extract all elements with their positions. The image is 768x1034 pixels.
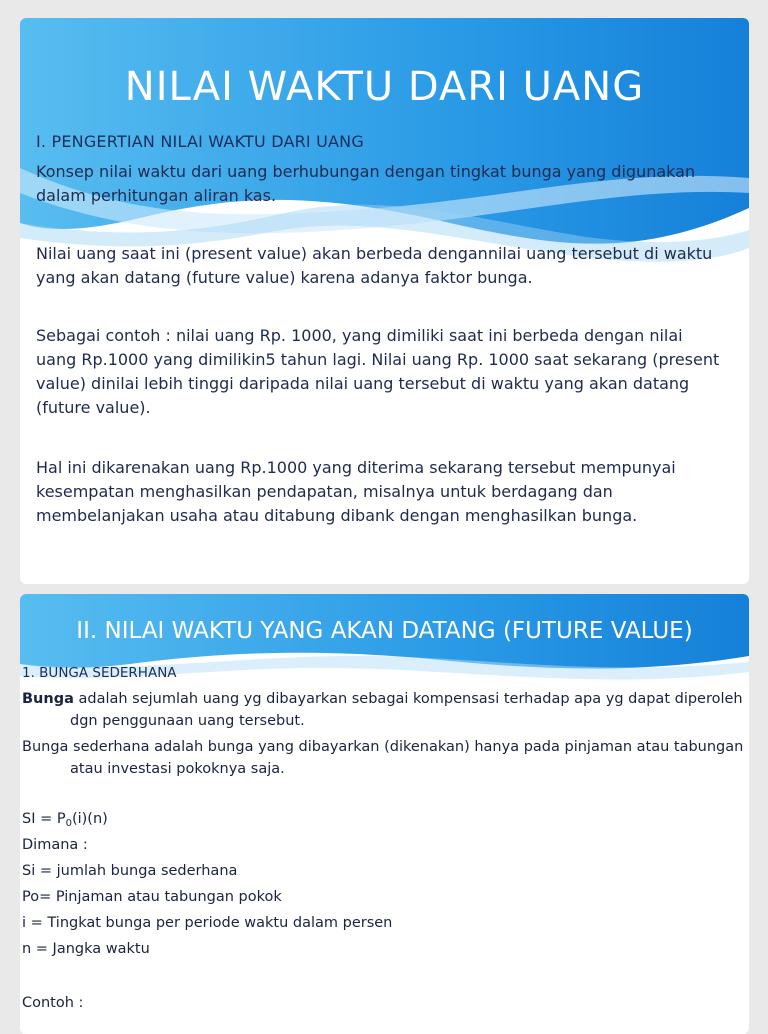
slide-1-title: NILAI WAKTU DARI UANG — [124, 64, 645, 110]
formula — [22, 808, 742, 835]
paragraph-3: Sebagai contoh : nilai uang Rp. 1000, yang dimiliki saat ini berbeda dengan nilai uang Rp.1000 yang dimilikin5 tahun lagi. Nilai uang Rp. 1000 saat sekarang (present value) dinilai lebih tinggi daripada nilai uang tersebut di waktu yang akan datang (future value). — [36, 326, 720, 417]
paragraph-1: Konsep nilai waktu dari uang berhubungan dengan tingkat bunga yang digunakan dalam perhitungan aliran kas. — [36, 162, 696, 205]
paragraph-2: Nilai uang saat ini (present value) akan berbeda dengannilai uang tersebut di waktu yang akan datang (future value) karena adanya faktor bunga. — [36, 244, 713, 287]
formula-subscript: 0 — [65, 818, 72, 829]
term-bunga: Bunga — [22, 691, 74, 707]
definition-bunga — [22, 688, 749, 732]
example-label: Contoh : — [22, 995, 84, 1011]
legend-si: Si = jumlah bunga sederhana — [22, 863, 238, 879]
slide-2 — [20, 594, 749, 1034]
slide-2-title: II. NILAI WAKTU YANG AKAN DATANG (FUTURE VALUE) — [76, 618, 693, 644]
formula-suffix: (i)(n) — [71, 811, 108, 827]
legend-i: i = Tingkat bunga per periode waktu dalam persen — [22, 915, 393, 931]
section-1-heading: I. PENGERTIAN NILAI WAKTU DARI UANG — [36, 132, 364, 151]
subsection-heading: 1. BUNGA SEDERHANA — [22, 665, 177, 681]
legend-n: n = Jangka waktu — [22, 941, 150, 957]
legend-po: Po= Pinjaman atau tabungan pokok — [22, 889, 282, 905]
formula-prefix: SI = P — [22, 811, 66, 827]
slide-1 — [20, 18, 749, 584]
definition-bunga-text: adalah sejumlah uang yg dibayarkan sebagai kompensasi terhadap apa yg dapat diperoleh dgn penggunaan uang tersebut. — [70, 691, 743, 729]
definition-bunga-sederhana: Bunga sederhana adalah bunga yang dibayarkan (dikenakan) hanya pada pinjaman atau tabungan atau investasi pokoknya saja. — [22, 739, 744, 777]
paragraph-4: Hal ini dikarenakan uang Rp.1000 yang diterima sekarang tersebut mempunyai kesempatan menghasilkan pendapatan, misalnya untuk berdagang dan membelanjakan usaha atau ditabung dibank dengan menghasilkan bunga. — [36, 458, 676, 525]
legend-dimana: Dimana : — [22, 837, 88, 853]
